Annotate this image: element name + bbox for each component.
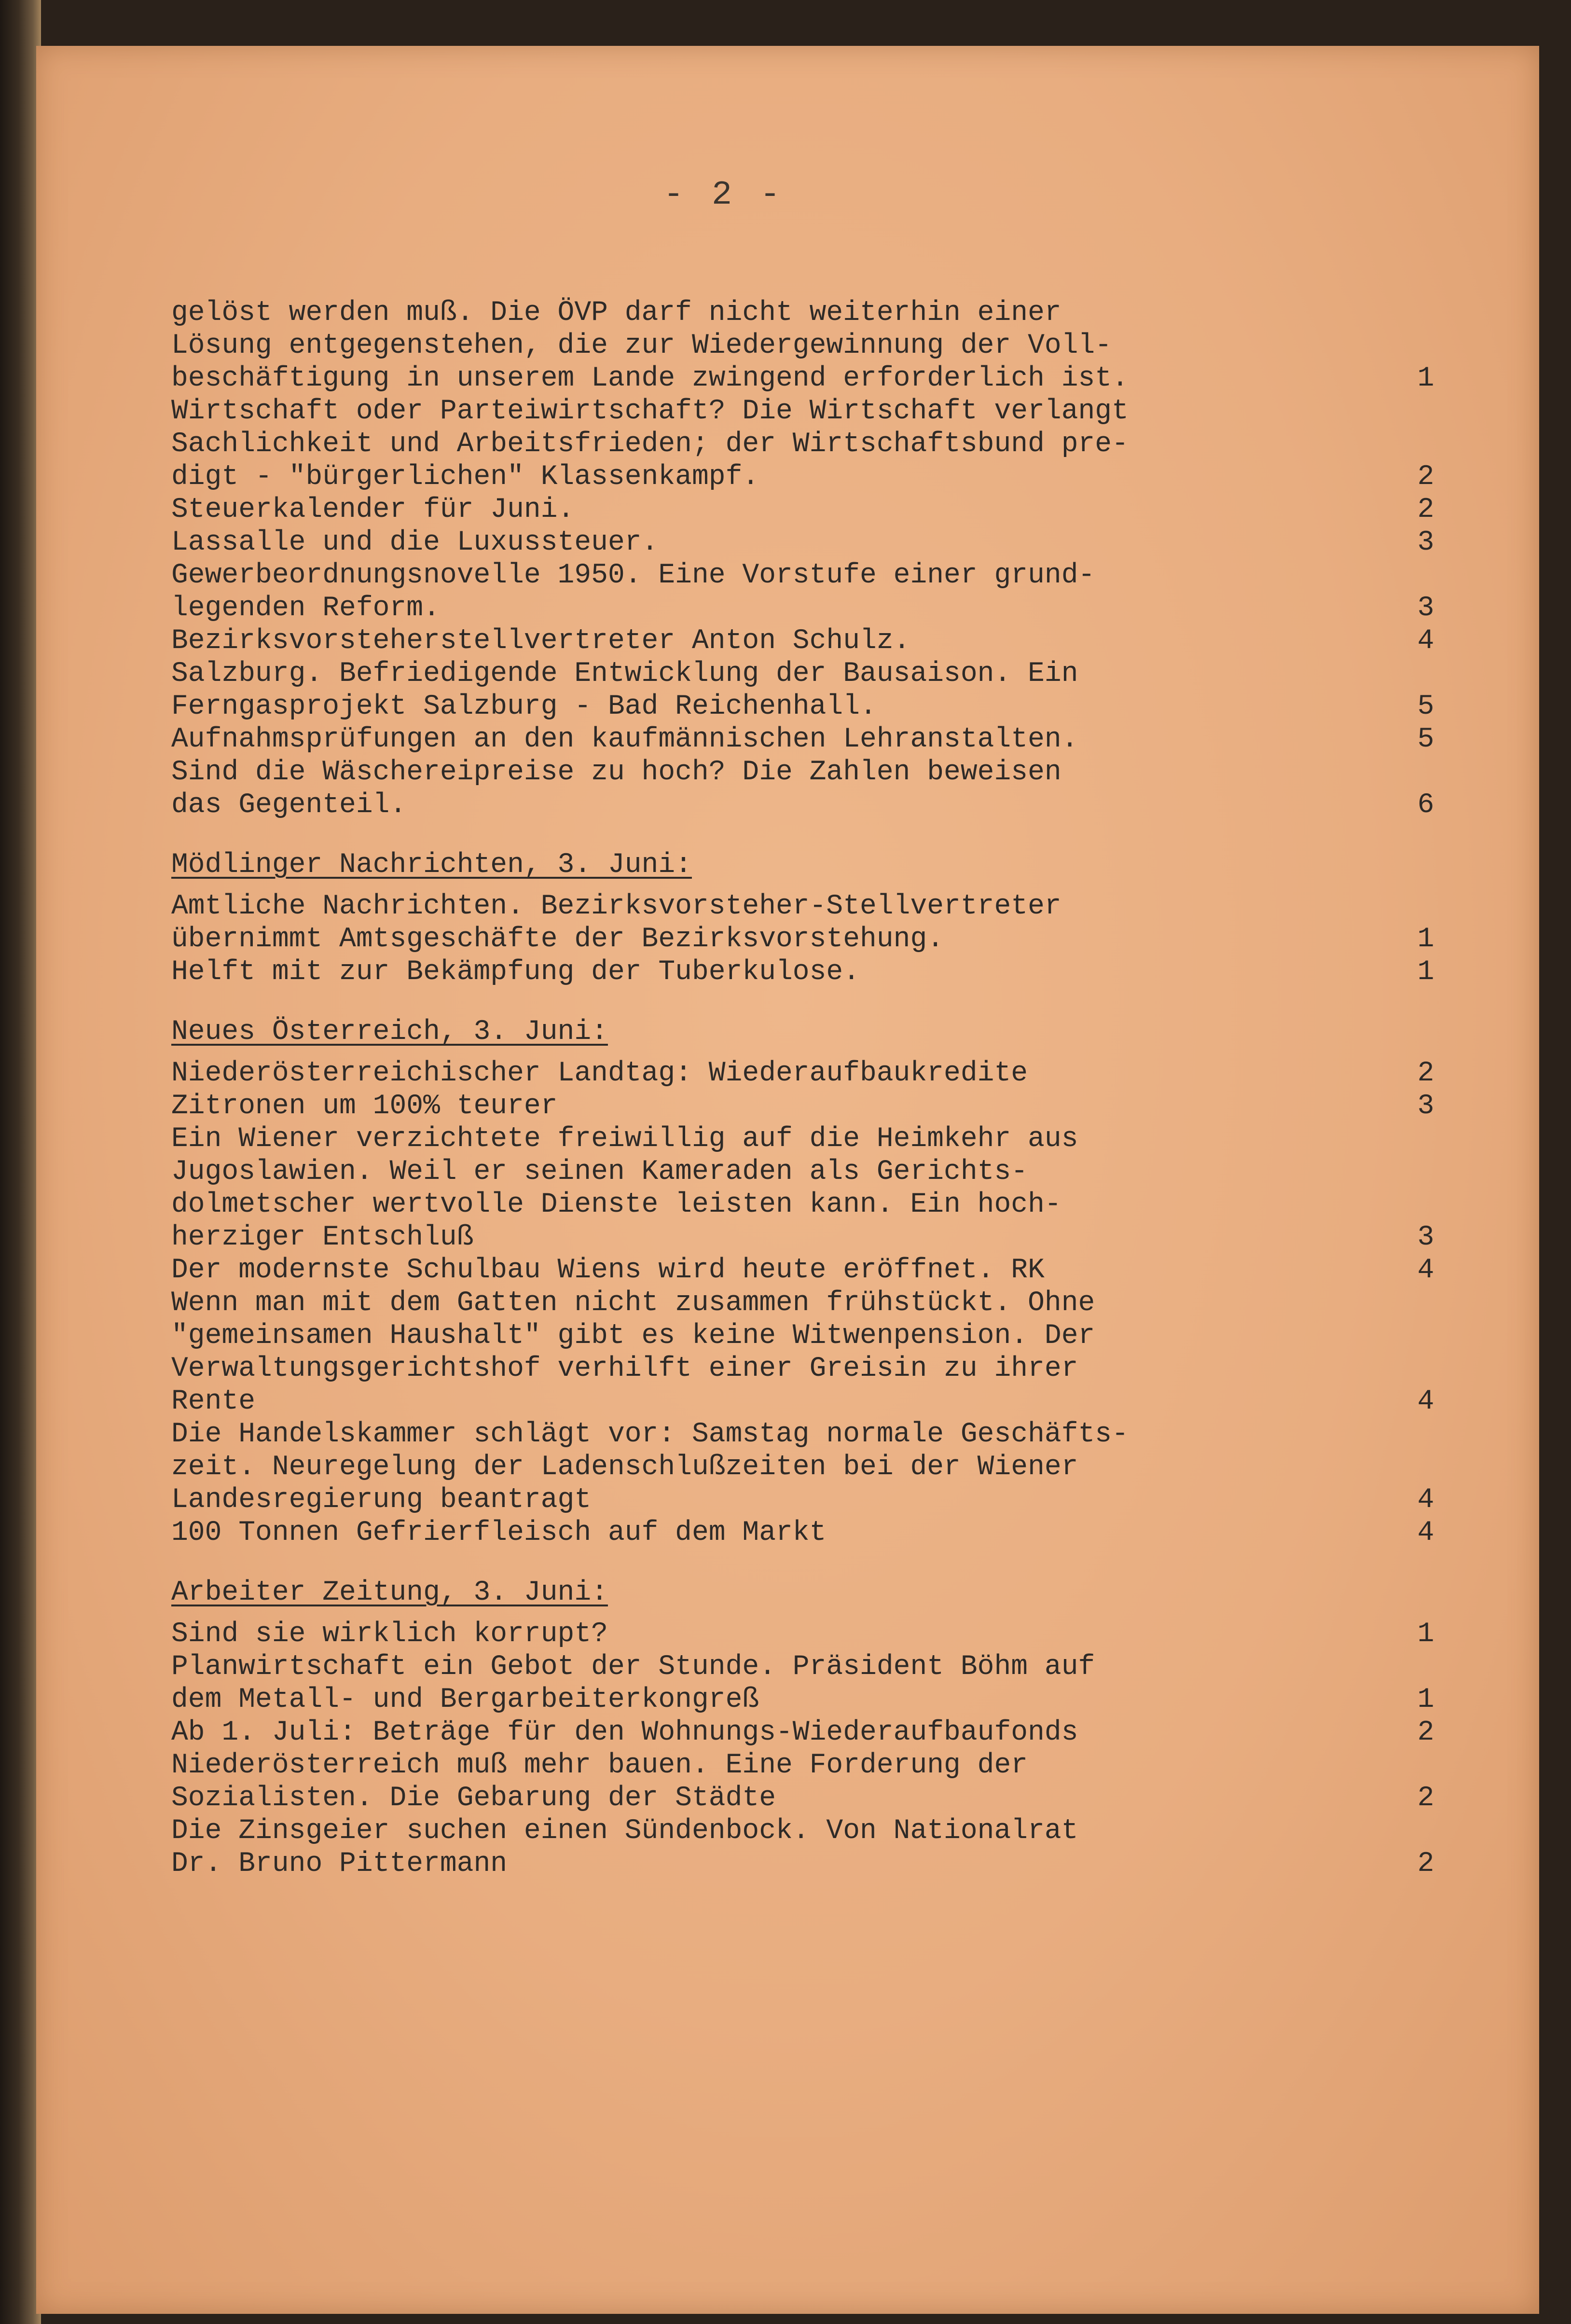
- article-title-line: Ein Wiener verzichtete freiwillig auf die Heimkehr aus: [171, 1123, 1078, 1155]
- article-title-line: Helft mit zur Bekämpfung der Tuberkulose.: [171, 956, 860, 988]
- article-title-line: digt - "bürgerlichen" Klassenkampf.: [171, 461, 759, 493]
- article-title-line: Die Handelskammer schlägt vor: Samstag normale Geschäfts-: [171, 1419, 1129, 1450]
- article-title-line: Niederösterreich muß mehr bauen. Eine Forderung der: [171, 1750, 1028, 1781]
- article-page-number: 3: [1417, 527, 1434, 558]
- article-title-line: übernimmt Amtsgeschäfte der Bezirksvorstehung.: [171, 924, 944, 955]
- article-title-line: Der modernste Schulbau Wiens wird heute eröffnet. RK: [171, 1255, 1045, 1286]
- article-title-line: zeit. Neuregelung der Ladenschlußzeiten bei der Wiener: [171, 1452, 1078, 1483]
- article-title-line: dem Metall- und Bergarbeiterkongreß: [171, 1684, 759, 1715]
- newspaper-section: [171, 297, 1445, 822]
- article-title-line: Wirtschaft oder Parteiwirtschaft? Die Wirtschaft verlangt: [171, 396, 1129, 427]
- newspaper-heading: Neues Österreich, 3. Juni:: [171, 1016, 608, 1048]
- article-entry: [171, 1287, 1445, 1418]
- article-title-line: Steuerkalender für Juni.: [171, 494, 575, 526]
- article-entry: [171, 1716, 1445, 1749]
- article-page-number: 2: [1417, 1058, 1434, 1089]
- newspaper-section: [171, 1016, 1445, 1549]
- document-page: [36, 46, 1539, 2314]
- article-title-line: Zitronen um 100% teurer: [171, 1091, 558, 1122]
- article-entry: [171, 526, 1445, 559]
- article-entry: [171, 559, 1445, 625]
- article-title-line: Ferngasprojekt Salzburg - Bad Reichenhall.: [171, 691, 877, 722]
- article-title-line: legenden Reform.: [171, 593, 440, 624]
- article-entry: [171, 1057, 1445, 1090]
- article-page-number: 2: [1417, 461, 1434, 493]
- article-title-line: Sachlichkeit und Arbeitsfrieden; der Wirtschaftsbund pre-: [171, 429, 1129, 460]
- article-title-line: Jugoslawien. Weil er seinen Kameraden als Gerichts-: [171, 1156, 1028, 1188]
- article-page-number: 6: [1417, 789, 1434, 821]
- page-number: - 2 -: [663, 176, 785, 214]
- article-page-number: 4: [1417, 1484, 1434, 1516]
- article-title-line: Salzburg. Befriedigende Entwicklung der Bausaison. Ein: [171, 658, 1078, 690]
- article-title-line: dolmetscher wertvolle Dienste leisten kann. Ein hoch-: [171, 1189, 1061, 1220]
- article-entry: [171, 1651, 1445, 1716]
- article-title-line: Gewerbeordnungsnovelle 1950. Eine Vorstufe einer grund-: [171, 560, 1095, 591]
- article-title-line: Ab 1. Juli: Beträge für den Wohnungs-Wiederaufbaufonds: [171, 1717, 1078, 1748]
- article-title-line: gelöst werden muß. Die ÖVP darf nicht weiterhin einer: [171, 297, 1061, 329]
- article-entry: [171, 956, 1445, 989]
- article-page-number: 1: [1417, 1684, 1434, 1715]
- article-page-number: 2: [1417, 1717, 1434, 1748]
- article-entry: [171, 1123, 1445, 1254]
- article-title-line: herziger Entschluß: [171, 1222, 474, 1253]
- article-page-number: 5: [1417, 724, 1434, 755]
- article-page-number: 1: [1417, 1618, 1434, 1650]
- article-page-number: 4: [1417, 1517, 1434, 1549]
- article-page-number: 2: [1417, 1783, 1434, 1814]
- article-page-number: 1: [1417, 363, 1434, 394]
- article-entry: [171, 723, 1445, 756]
- article-entry: [171, 1815, 1445, 1881]
- article-page-number: 3: [1417, 593, 1434, 624]
- newspaper-section: [171, 849, 1445, 989]
- article-entry: [171, 658, 1445, 723]
- article-title-line: Amtliche Nachrichten. Bezirksvorsteher-Stellvertreter: [171, 891, 1061, 922]
- article-page-number: 4: [1417, 625, 1434, 657]
- article-entry: [171, 1090, 1445, 1123]
- article-page-number: 4: [1417, 1386, 1434, 1417]
- article-entry: [171, 1749, 1445, 1815]
- article-title-line: Verwaltungsgerichtshof verhilft einer Greisin zu ihrer: [171, 1353, 1078, 1384]
- article-page-number: 1: [1417, 924, 1434, 955]
- article-page-number: 4: [1417, 1255, 1434, 1286]
- article-title-line: "gemeinsamen Haushalt" gibt es keine Witwenpension. Der: [171, 1320, 1095, 1352]
- article-entry: [171, 297, 1445, 395]
- article-entry: [171, 1618, 1445, 1651]
- article-title-line: Lassalle und die Luxussteuer.: [171, 527, 659, 558]
- article-entry: [171, 625, 1445, 658]
- article-entry: [171, 1254, 1445, 1287]
- article-entry: [171, 395, 1445, 494]
- article-title-line: Niederösterreichischer Landtag: Wiederaufbaukredite: [171, 1058, 1028, 1089]
- article-title-line: Planwirtschaft ein Gebot der Stunde. Präsident Böhm auf: [171, 1651, 1095, 1683]
- article-page-number: 5: [1417, 691, 1434, 722]
- article-title-line: Wenn man mit dem Gatten nicht zusammen frühstückt. Ohne: [171, 1287, 1095, 1319]
- article-title-line: Dr. Bruno Pittermann: [171, 1848, 508, 1880]
- article-title-line: Die Zinsgeier suchen einen Sündenbock. Von Nationalrat: [171, 1815, 1078, 1847]
- article-entry: [171, 1517, 1445, 1549]
- article-page-number: 1: [1417, 956, 1434, 988]
- article-title-line: Aufnahmsprüfungen an den kaufmännischen Lehranstalten.: [171, 724, 1078, 755]
- article-page-number: 2: [1417, 494, 1434, 526]
- article-title-line: Landesregierung beantragt: [171, 1484, 592, 1516]
- newspaper-section: [171, 1577, 1445, 1881]
- article-title-line: Sind die Wäschereipreise zu hoch? Die Zahlen beweisen: [171, 757, 1061, 788]
- article-title-line: das Gegenteil.: [171, 789, 407, 821]
- article-entry: [171, 890, 1445, 956]
- article-title-line: Rente: [171, 1386, 256, 1417]
- article-page-number: 3: [1417, 1222, 1434, 1253]
- article-entry: [171, 756, 1445, 822]
- article-title-line: Sozialisten. Die Gebarung der Städte: [171, 1783, 776, 1814]
- article-title-line: Sind sie wirklich korrupt?: [171, 1618, 608, 1650]
- article-title-line: beschäftigung in unserem Lande zwingend erforderlich ist.: [171, 363, 1129, 394]
- article-title-line: Lösung entgegenstehen, die zur Wiedergewinnung der Voll-: [171, 330, 1112, 361]
- article-page-number: 3: [1417, 1091, 1434, 1122]
- article-entry: [171, 494, 1445, 526]
- press-review-content: [171, 297, 1445, 1908]
- article-title-line: 100 Tonnen Gefrierfleisch auf dem Markt: [171, 1517, 827, 1549]
- newspaper-heading: Mödlinger Nachrichten, 3. Juni:: [171, 849, 692, 881]
- book-binding: [0, 0, 41, 2324]
- article-title-line: Bezirksvorsteherstellvertreter Anton Schulz.: [171, 625, 910, 657]
- newspaper-heading: Arbeiter Zeitung, 3. Juni:: [171, 1577, 608, 1608]
- article-entry: [171, 1418, 1445, 1517]
- article-page-number: 2: [1417, 1848, 1434, 1880]
